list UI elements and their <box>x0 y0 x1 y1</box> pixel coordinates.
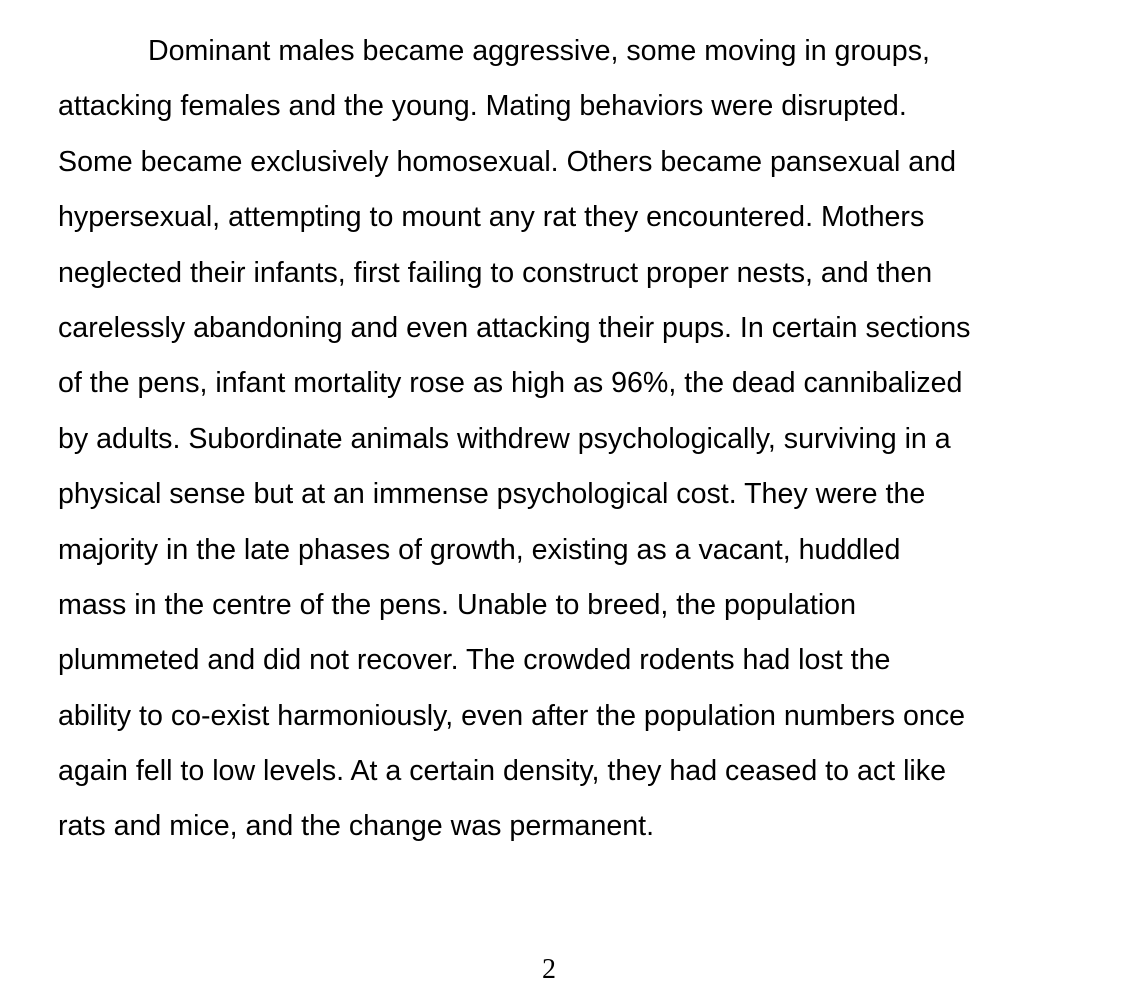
paragraph-line: Some became exclusively homosexual. Others became pansexual and <box>58 145 957 178</box>
paragraph-line: plummeted and did not recover. The crowded rodents had lost the <box>58 644 891 677</box>
paragraph-line: hypersexual, attempting to mount any rat they encountered. Mothers <box>58 201 925 234</box>
paragraph-line: neglected their infants, first failing to construct proper nests, and then <box>58 256 933 289</box>
paragraph-line: Dominant males became aggressive, some moving in groups, <box>148 35 930 67</box>
page-number: 2 <box>542 954 556 985</box>
paragraph-line: majority in the late phases of growth, existing as a vacant, huddled <box>58 533 901 566</box>
paragraph-line: attacking females and the young. Mating behaviors were disrupted. <box>58 90 907 123</box>
paragraph-line: rats and mice, and the change was permanent. <box>58 810 655 843</box>
body-paragraph <box>58 24 1098 855</box>
paragraph-line: of the pens, infant mortality rose as high as 96%, the dead cannibalized <box>58 367 963 400</box>
paragraph-line: again fell to low levels. At a certain density, they had ceased to act like <box>58 755 946 788</box>
paragraph-line: mass in the centre of the pens. Unable to breed, the population <box>58 588 856 621</box>
paragraph-line: by adults. Subordinate animals withdrew psychologically, surviving in a <box>58 422 951 455</box>
paragraph-line: carelessly abandoning and even attacking their pups. In certain sections <box>58 311 971 344</box>
paragraph-line: ability to co-exist harmoniously, even after the population numbers once <box>58 699 966 732</box>
paragraph-line: physical sense but at an immense psychological cost. They were the <box>58 478 926 511</box>
